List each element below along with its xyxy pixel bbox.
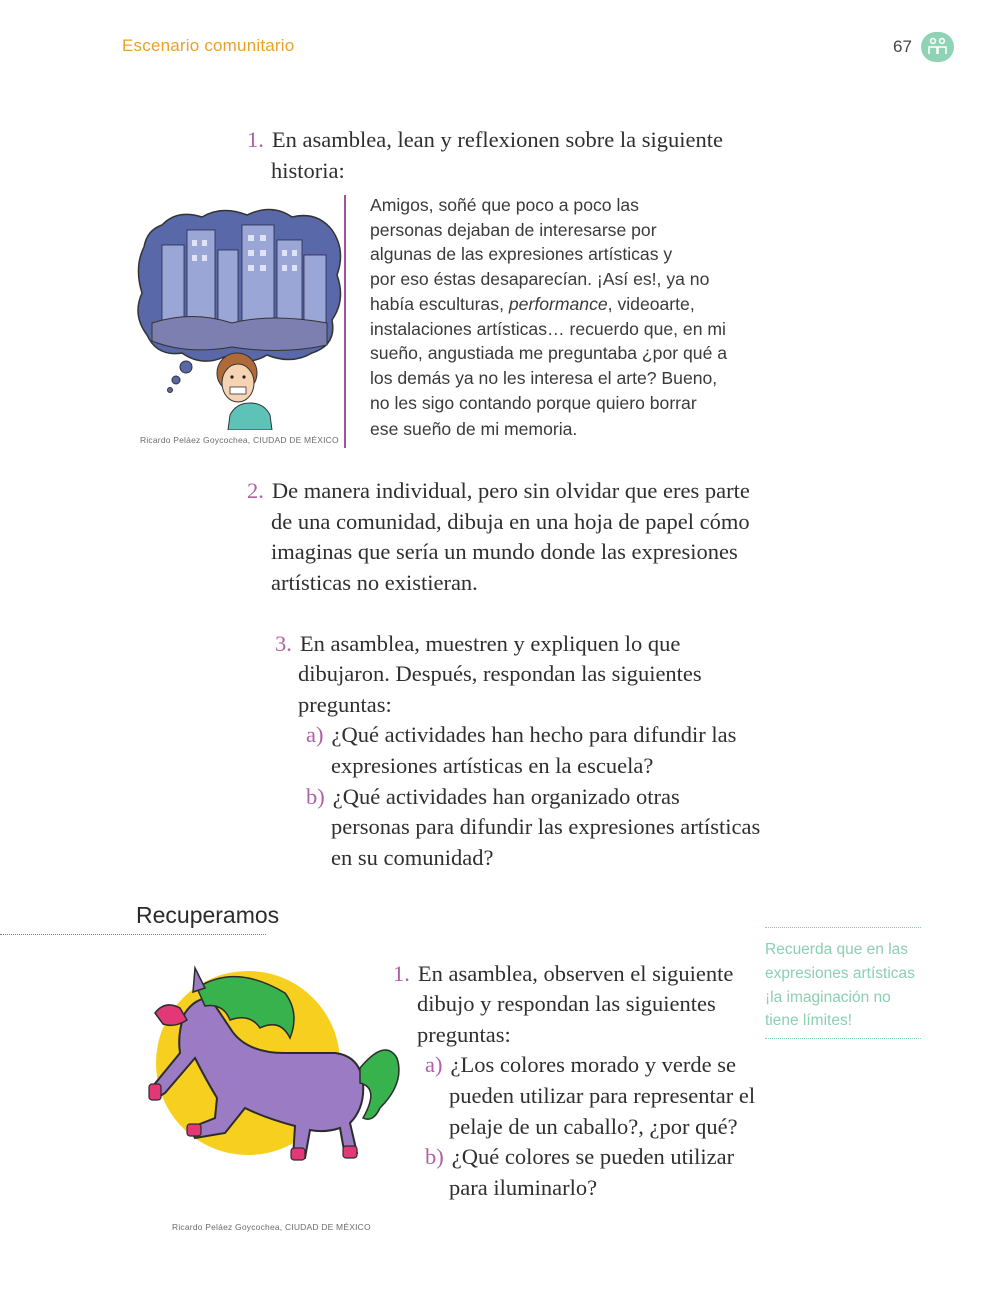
question-2: 2. De manera individual, pero sin olvidar que eres parte	[247, 478, 750, 503]
question-3: 3. En asamblea, muestren y expliquen lo que	[275, 631, 681, 656]
review-question-1: 1. En asamblea, observen el siguiente	[393, 961, 734, 986]
horse-illustration	[135, 958, 405, 1168]
tip-box: Recuerda que en las expresiones artísticas ¡la imaginación no tiene límites!	[765, 941, 915, 1030]
illustration-credit: Ricardo Peláez Goycochea, CIUDAD DE MÉXICO	[140, 435, 339, 445]
question-number: 1.	[247, 127, 264, 152]
review-question-a-line: pueden utilizar para representar el	[449, 1083, 756, 1108]
question-3-line: dibujaron. Después, respondan las siguientes	[298, 661, 702, 686]
section-divider	[0, 934, 266, 935]
section-header: Escenario comunitario	[122, 36, 295, 55]
illustration-credit: Ricardo Peláez Goycochea, CIUDAD DE MÉXICO	[172, 1222, 371, 1232]
question-2-line: artísticas no existieran.	[271, 570, 478, 595]
question-3b: b) ¿Qué actividades han organizado otras	[306, 784, 680, 809]
review-question-b: b) ¿Qué colores se pueden utilizar	[425, 1144, 735, 1169]
question-3b-line: personas para difundir las expresiones artísticas	[331, 814, 761, 839]
dream-city-illustration	[132, 205, 344, 430]
question-3a: a) ¿Qué actividades han hecho para difundir las	[306, 722, 737, 747]
tip-bottom-divider	[765, 1038, 921, 1039]
question-1: 1. En asamblea, lean y reflexionen sobre la siguiente	[247, 127, 723, 152]
story-text: Amigos, soñé que poco a poco las personas dejaban de interesarse por algunas de las expresiones artísticas y por eso éstas desaparecían. ¡Así es!, ya no había esculturas, performance, videoarte, instalaciones artísticas… recuerdo que, en mi sueño, angustiada me preguntaba ¿por qué a los demás ya no les interesa el arte? Bueno, no les sigo contando porque quiero borrar ese sueño de mi memoria.	[370, 195, 728, 440]
story-divider	[344, 195, 346, 448]
section-title: Recuperamos	[136, 902, 280, 928]
review-question-a: a) ¿Los colores morado y verde se	[425, 1052, 737, 1077]
question-1-cont: historia:	[271, 158, 345, 183]
community-badge-icon	[921, 32, 954, 62]
question-3b-line: en su comunidad?	[331, 845, 494, 870]
review-question-line: preguntas:	[417, 1022, 511, 1047]
review-question-line: dibujo y respondan las siguientes	[417, 991, 716, 1016]
question-3a-line: expresiones artísticas en la escuela?	[331, 753, 654, 778]
review-question-a-line: pelaje de un caballo?, ¿por qué?	[449, 1114, 738, 1139]
tip-top-divider	[765, 927, 921, 928]
question-2-line: imaginas que sería un mundo donde las expresiones	[271, 539, 738, 564]
page-number: 67	[893, 37, 912, 56]
question-3-line: preguntas:	[298, 692, 392, 717]
review-question-b-line: para iluminarlo?	[449, 1175, 598, 1200]
question-2-line: de una comunidad, dibuja en una hoja de papel cómo	[271, 509, 750, 534]
